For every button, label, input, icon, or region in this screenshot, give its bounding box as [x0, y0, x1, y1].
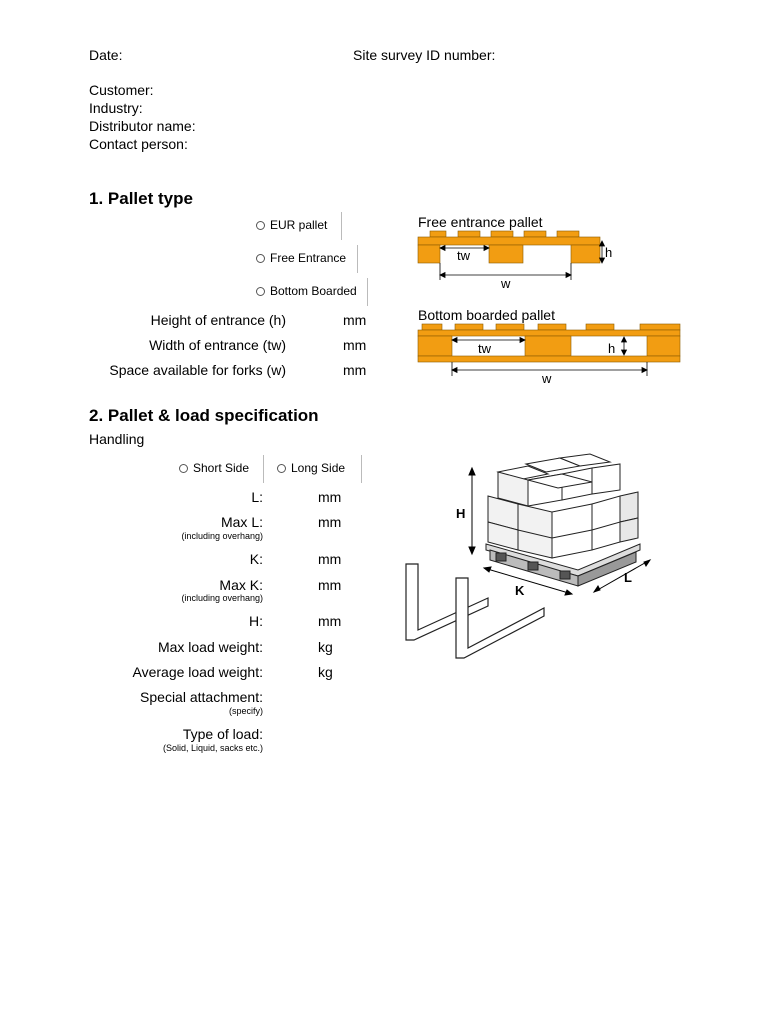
- average-load-weight-label: Average load weight:: [132, 664, 263, 680]
- average-load-weight-unit: kg: [318, 664, 333, 680]
- max-k-note: (including overhang): [181, 593, 263, 603]
- space-for-forks-unit: mm: [343, 362, 367, 378]
- free-entrance-pallet-title: Free entrance pallet: [418, 214, 543, 230]
- type-of-load-label: Type of load:: [182, 726, 263, 742]
- radio-bottom-boarded[interactable]: [256, 284, 357, 298]
- type-of-load-note: (Solid, Liquid, sacks etc.): [162, 743, 263, 753]
- site-survey-id-label: Site survey ID number:: [353, 47, 496, 63]
- load-boxes-drawing: [488, 454, 638, 558]
- free-tw-label: tw: [457, 248, 470, 263]
- special-attachment-note: (specify): [228, 706, 263, 716]
- max-l-label: Max L:: [220, 514, 263, 530]
- max-l-unit: mm: [318, 514, 342, 530]
- h-dimension-label: H: [456, 506, 466, 521]
- radio-circle-icon: [256, 287, 265, 296]
- max-l-note: (including overhang): [181, 531, 263, 541]
- section-pallet-load-title: 2. Pallet & load specification: [89, 406, 319, 425]
- divider: [361, 455, 362, 483]
- radio-short-side[interactable]: [179, 461, 249, 475]
- date-label: Date:: [89, 47, 123, 63]
- bottom-tw-label: tw: [478, 341, 491, 356]
- industry-label: Industry:: [89, 100, 143, 116]
- pallet-load-illustration: [398, 450, 660, 665]
- bottom-h-label: h: [608, 341, 616, 356]
- max-k-label: Max K:: [219, 577, 263, 593]
- radio-label: EUR pallet: [270, 218, 328, 232]
- divider: [357, 245, 358, 273]
- space-for-forks-label: Space available for forks (w): [109, 362, 286, 378]
- radio-long-side[interactable]: [277, 461, 345, 475]
- max-k-unit: mm: [318, 577, 342, 593]
- special-attachment-label: Special attachment:: [140, 689, 263, 705]
- radio-circle-icon: [277, 464, 286, 473]
- radio-eur-pallet[interactable]: [256, 218, 327, 232]
- divider: [263, 455, 264, 483]
- bottom-w-label: w: [542, 371, 552, 386]
- height-of-entrance-unit: mm: [343, 312, 367, 328]
- free-w-label: w: [501, 276, 511, 291]
- bottom-boarded-pallet-title: Bottom boarded pallet: [418, 307, 555, 323]
- width-of-entrance-label: Width of entrance (tw): [149, 337, 286, 353]
- radio-circle-icon: [256, 254, 265, 263]
- radio-circle-icon: [256, 221, 265, 230]
- radio-label: Short Side: [193, 461, 250, 475]
- width-of-entrance-unit: mm: [343, 337, 367, 353]
- forks-drawing: [406, 564, 544, 658]
- max-load-weight-unit: kg: [318, 639, 333, 655]
- k-label: K:: [249, 551, 263, 567]
- height-of-entrance-label: Height of entrance (h): [150, 312, 286, 328]
- l-unit: mm: [318, 489, 342, 505]
- free-h-label: h: [605, 245, 613, 260]
- distributor-label: Distributor name:: [89, 118, 196, 134]
- handling-label: Handling: [89, 431, 145, 447]
- l-label: L:: [251, 489, 263, 505]
- contact-person-label: Contact person:: [89, 136, 188, 152]
- radio-label: Long Side: [291, 461, 346, 475]
- radio-free-entrance[interactable]: [256, 251, 346, 265]
- pallet-diagrams: [410, 208, 690, 390]
- divider: [341, 212, 342, 240]
- radio-circle-icon: [179, 464, 188, 473]
- customer-label: Customer:: [89, 82, 154, 98]
- divider: [367, 278, 368, 306]
- k-dimension-label: K: [515, 583, 525, 598]
- h-label: H:: [249, 613, 263, 629]
- max-load-weight-label: Max load weight:: [157, 639, 263, 655]
- h-unit: mm: [318, 613, 342, 629]
- radio-label: Bottom Boarded: [270, 284, 357, 298]
- section-pallet-type-title: 1. Pallet type: [89, 189, 193, 208]
- l-dimension-label: L: [624, 570, 632, 585]
- radio-label: Free Entrance: [270, 251, 347, 265]
- k-unit: mm: [318, 551, 342, 567]
